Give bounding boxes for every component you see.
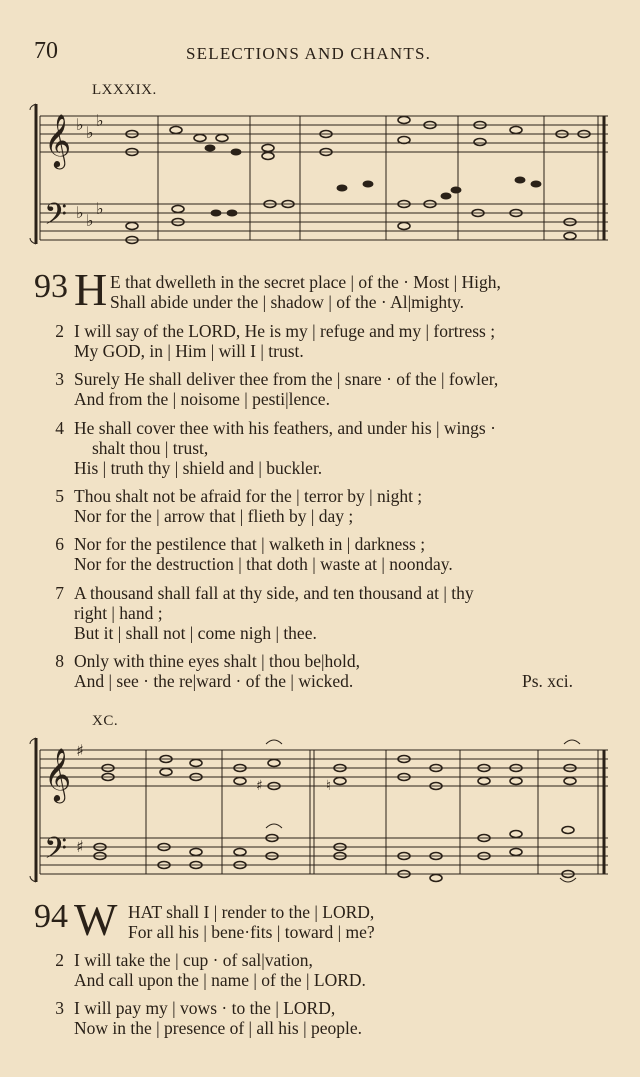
verse-line: Nor for the pestilence that | walketh in | darkness ; [74, 534, 426, 554]
psalm-number-94: 94 [34, 898, 68, 935]
verse-number: 5 [55, 486, 64, 506]
svg-text:♯: ♯ [76, 741, 84, 760]
psalm-reference: Ps. xci. [522, 671, 574, 691]
verse-line: Nor for the destruction | that doth | waste at | noonday. [74, 554, 453, 574]
svg-text:♭: ♭ [76, 203, 84, 222]
svg-text:♭: ♭ [86, 211, 94, 230]
verse-number: 2 [55, 321, 64, 341]
verse-number: 2 [55, 950, 64, 970]
verse-line: I will pay my | vows · to the | LORD, [74, 998, 336, 1018]
chant-label-lxxxix: LXXXIX. [92, 82, 157, 98]
verse-number: 6 [55, 534, 64, 554]
verse-line: And from the | noisome | pesti|lence. [74, 389, 330, 409]
verse-number: 7 [55, 583, 64, 603]
verse-1-line-2: For all his | bene·fits | toward | me? [128, 922, 375, 942]
verse-number: 8 [55, 651, 64, 671]
verse-number: 3 [55, 369, 64, 389]
music-score-chant-lxxxix [0, 96, 640, 251]
verse-line: His | truth thy | shield and | buckler. [74, 458, 323, 478]
svg-text:𝄞: 𝄞 [44, 747, 72, 801]
verse-line: A thousand shall fall at thy side, and ten thousand at | thy [74, 583, 474, 603]
verse-line: Only with thine eyes shalt | thou be|hold, [74, 651, 360, 671]
svg-text:♭: ♭ [96, 199, 104, 218]
verse-line: I will take the | cup · of sal|vation, [74, 950, 313, 970]
drop-cap-h: H [74, 264, 108, 315]
page-number: 70 [34, 38, 58, 64]
verse-line: And call upon the | name | of the | LORD. [74, 970, 366, 990]
verse-line: Thou shalt not be afraid for the | terror by | night ; [74, 486, 423, 506]
svg-text:♯: ♯ [256, 778, 263, 794]
chant-label-xc: XC. [92, 713, 119, 729]
svg-text:♯: ♯ [76, 837, 84, 856]
svg-text:♭: ♭ [86, 123, 94, 142]
verse-1-line-1: E that dwelleth in the secret place | of the · Most | High, [110, 272, 501, 292]
drop-cap-w: W [74, 894, 118, 945]
verse-line: Now in the | presence of | all his | people. [74, 1018, 362, 1038]
verse-line: shalt thou | trust, [92, 438, 209, 458]
verse-line: But it | shall not | come nigh | thee. [74, 623, 317, 643]
verse-number: 3 [55, 998, 64, 1018]
svg-text:𝄞: 𝄞 [44, 113, 72, 167]
verse-1-line-1: HAT shall I | render to the | LORD, [128, 902, 375, 922]
psalm-number-93: 93 [34, 268, 68, 305]
verse-line: I will say of the LORD, He is my | refuge and my | fortress ; [74, 321, 496, 341]
running-head: SELECTIONS AND CHANTS. [186, 44, 432, 63]
music-score-chant-xc [0, 728, 640, 898]
verse-line: Nor for the | arrow that | flieth by | day ; [74, 506, 354, 526]
svg-text:♭: ♭ [76, 115, 84, 134]
verse-1-line-2: Shall abide under the | shadow | of the · Al|mighty. [110, 292, 464, 312]
svg-text:♮: ♮ [326, 778, 332, 794]
verse-line: right | hand ; [74, 603, 163, 623]
svg-text:♭: ♭ [96, 111, 104, 130]
verse-line: And | see · the re|ward · of the | wicked. [74, 671, 354, 691]
verse-line: Surely He shall deliver thee from the | snare · of the | fowler, [74, 369, 499, 389]
svg-text:𝄢: 𝄢 [44, 198, 68, 239]
verse-line: He shall cover thee with his feathers, and under his | wings · [74, 418, 496, 438]
svg-text:𝄢: 𝄢 [44, 832, 68, 873]
verse-line: My GOD, in | Him | will I | trust. [74, 341, 304, 361]
verse-number: 4 [55, 418, 64, 438]
